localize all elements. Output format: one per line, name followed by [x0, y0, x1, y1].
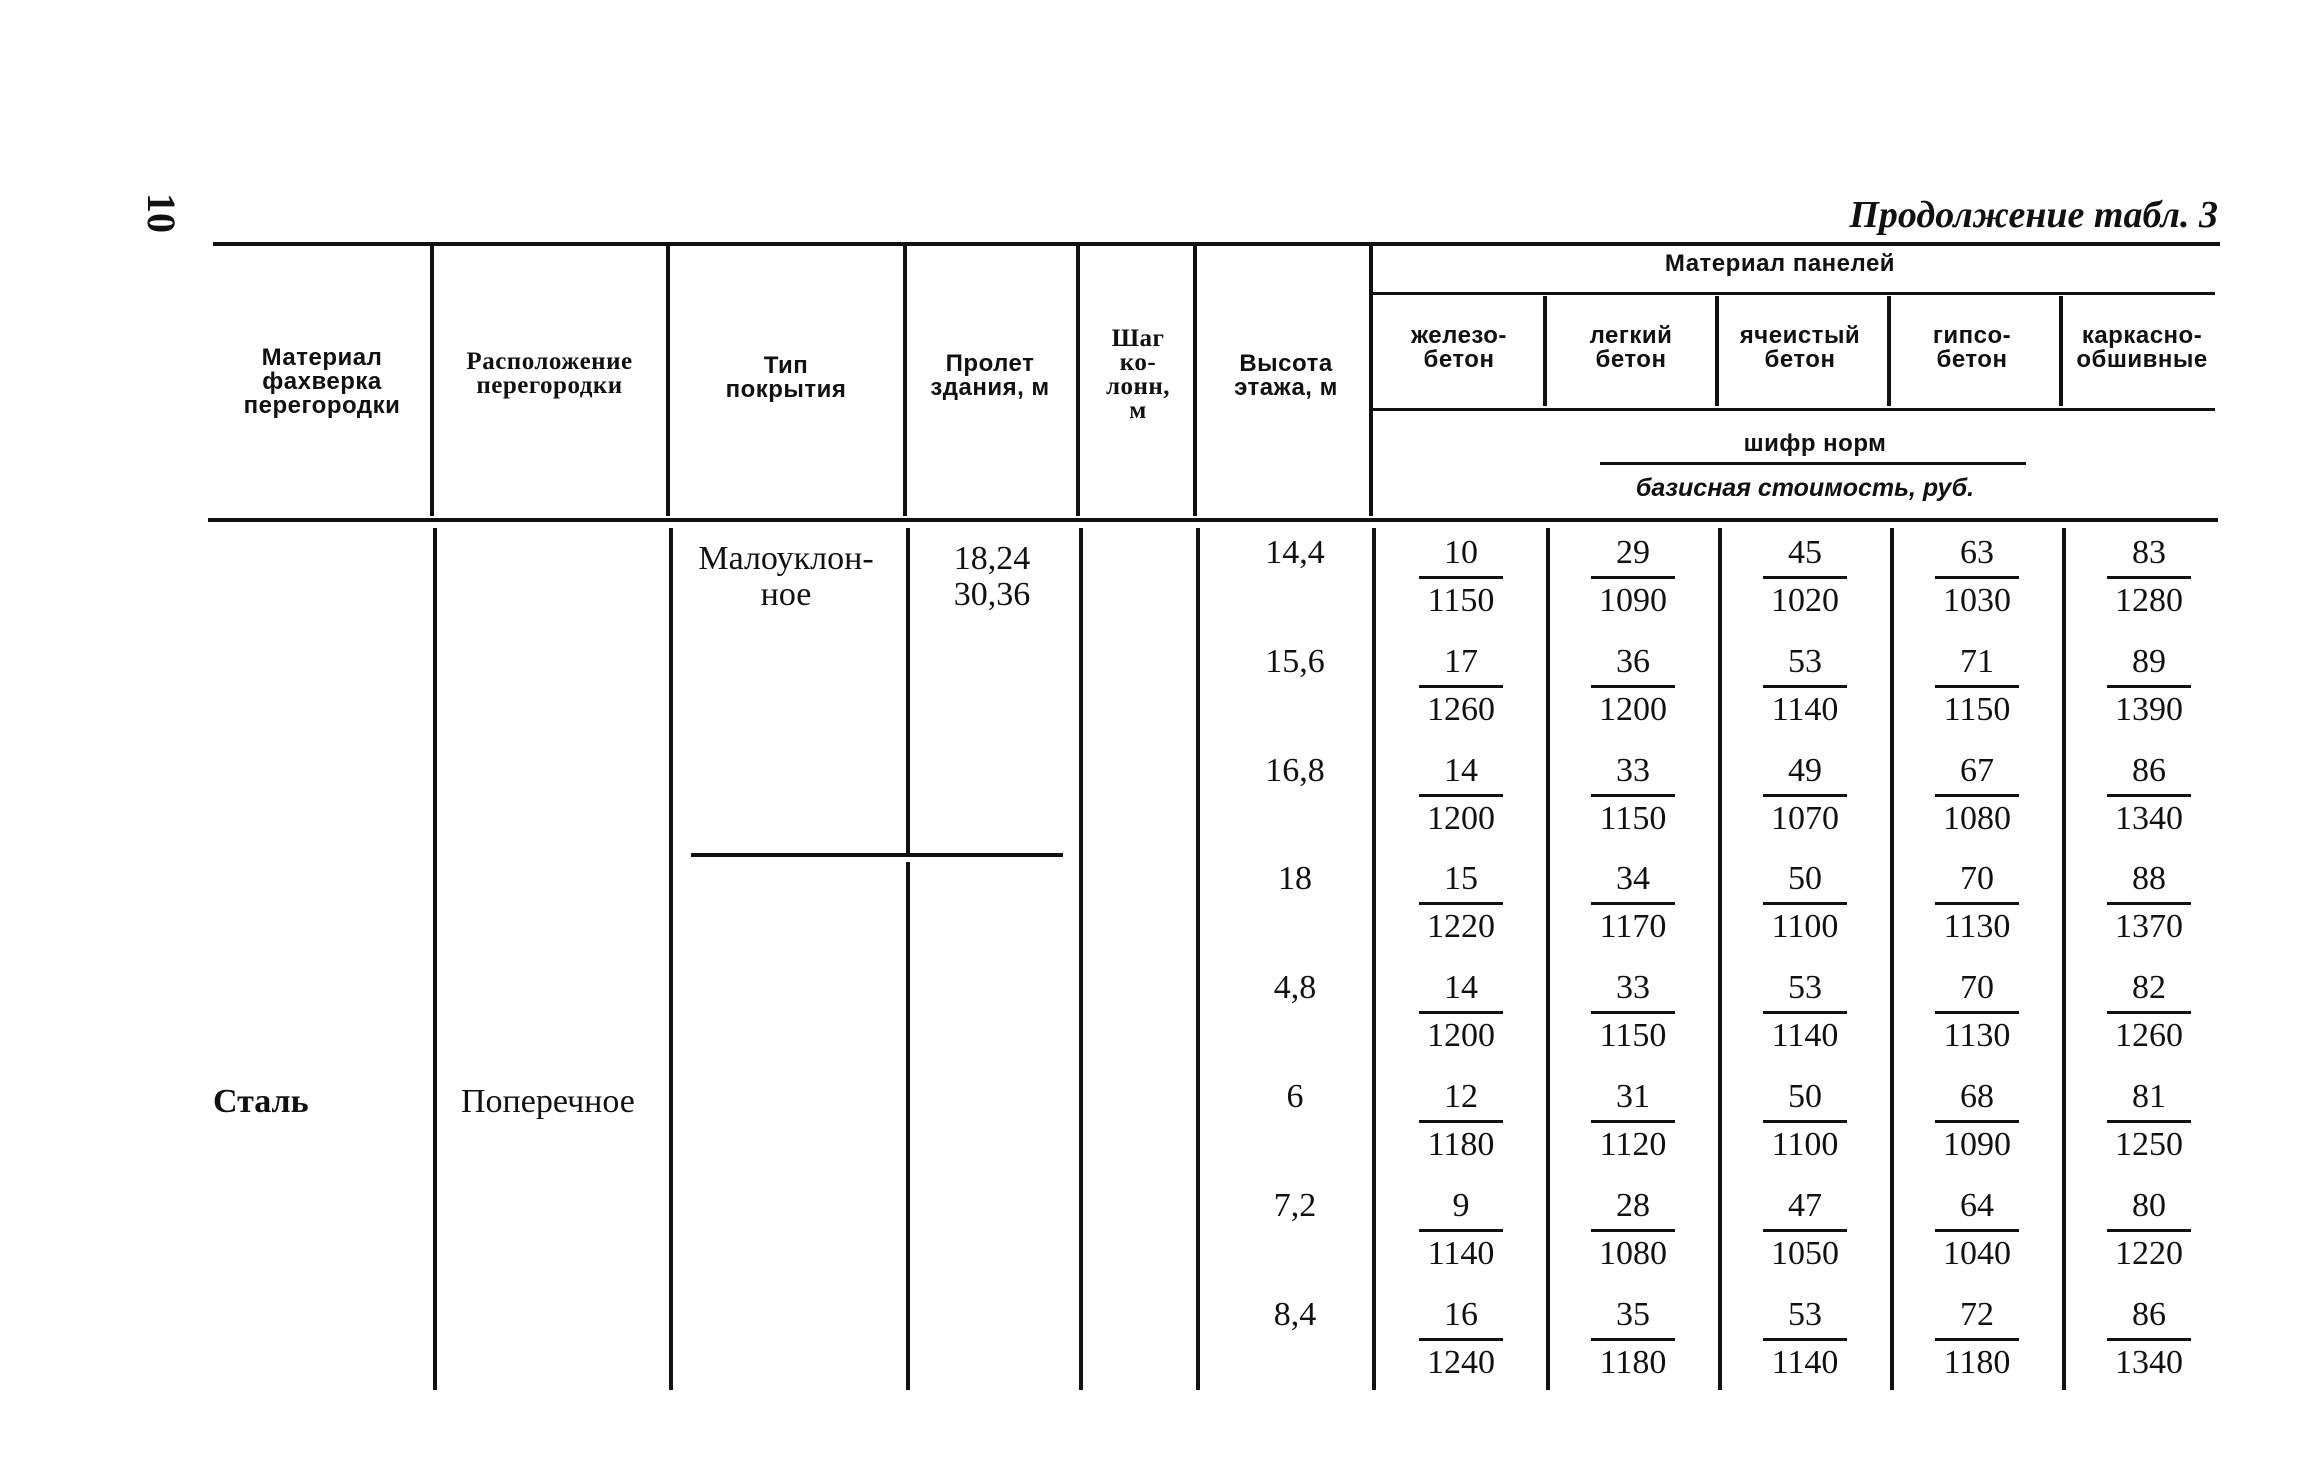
norm-value-cell — [1922, 1297, 2032, 1383]
cipher-value: 33 — [1616, 969, 1650, 1006]
norm-value-cell — [1406, 753, 1516, 839]
roof-group-divider — [691, 853, 1063, 857]
fraction-bar — [1935, 576, 2019, 579]
norm-value-cell — [1406, 535, 1516, 621]
base-cost-value: 1280 — [2115, 582, 2183, 619]
base-cost-value: 1390 — [2115, 691, 2183, 728]
base-cost-value: 1340 — [2115, 1344, 2183, 1381]
body-span-line-1: 18,24 — [953, 540, 1031, 577]
header-base-cost-label: базисная стоимость, руб. — [1635, 474, 1975, 502]
base-cost-value: 1050 — [1771, 1235, 1839, 1272]
base-cost-value: 1090 — [1599, 582, 1667, 619]
body-col-divider-3b — [906, 862, 910, 1390]
cipher-value: 63 — [1960, 534, 1994, 571]
base-cost-value: 1370 — [2115, 908, 2183, 945]
base-cost-value: 1040 — [1943, 1235, 2011, 1272]
norm-value-cell — [1750, 535, 1860, 621]
fraction-bar — [1591, 1120, 1675, 1123]
cipher-value: 14 — [1444, 969, 1478, 1006]
body-col-divider-2 — [669, 528, 673, 1390]
base-cost-value: 1150 — [1599, 1017, 1667, 1054]
fraction-bar — [1763, 1229, 1847, 1232]
fraction-bar — [1763, 794, 1847, 797]
fraction-bar — [1419, 794, 1503, 797]
cipher-value: 14 — [1444, 752, 1478, 789]
norm-value-cell — [2094, 1079, 2204, 1165]
header-floor-height: Высота этажа, м — [1234, 350, 1338, 401]
base-cost-value: 1150 — [1599, 800, 1667, 837]
fraction-bar — [1591, 1011, 1675, 1014]
cipher-value: 34 — [1616, 860, 1650, 897]
fraction-bar — [1763, 685, 1847, 688]
norm-value-cell — [1406, 1079, 1516, 1165]
header-subcol-divider-1 — [1543, 296, 1547, 406]
norm-value-cell — [1406, 970, 1516, 1056]
cipher-value: 53 — [1788, 643, 1822, 680]
body-material-frame: Сталь — [213, 1083, 309, 1120]
base-cost-value: 1030 — [1943, 582, 2011, 619]
cipher-value: 70 — [1960, 969, 1994, 1006]
base-cost-value: 1220 — [2115, 1235, 2183, 1272]
norm-value-cell — [1750, 644, 1860, 730]
cipher-value: 80 — [2132, 1187, 2166, 1224]
norm-value-cell — [2094, 861, 2204, 947]
norm-value-cell — [1578, 1188, 1688, 1274]
header-subcol-frame-sheathed: каркасно- обшивные — [2076, 322, 2208, 373]
base-cost-value: 1180 — [1943, 1344, 2011, 1381]
norm-value-cell — [1750, 753, 1860, 839]
header-col-divider-6 — [1369, 244, 1373, 516]
header-material-frame: Материал фахверка перегородки — [243, 344, 401, 419]
cipher-value: 70 — [1960, 860, 1994, 897]
header-subcol-divider-3 — [1887, 296, 1891, 406]
cipher-value: 88 — [2132, 860, 2166, 897]
body-roof-type: Малоуклон- ное — [698, 540, 874, 613]
cipher-value: 16 — [1444, 1296, 1478, 1333]
fraction-bar — [2107, 794, 2191, 797]
body-col-divider-1 — [433, 528, 437, 1390]
header-col-divider-1 — [430, 244, 434, 516]
fraction-bar — [1419, 1120, 1503, 1123]
header-col-divider-5 — [1193, 244, 1197, 516]
base-cost-value: 1170 — [1599, 908, 1667, 945]
fraction-bar — [1935, 1229, 2019, 1232]
fraction-bar — [1419, 902, 1503, 905]
base-cost-value: 1100 — [1771, 908, 1839, 945]
cipher-value: 47 — [1788, 1187, 1822, 1224]
base-cost-value: 1250 — [2115, 1126, 2183, 1163]
floor-height-cell: 7,2 — [1273, 1187, 1317, 1224]
base-cost-value: 1130 — [1943, 908, 2011, 945]
header-cipher-label: шифр норм — [1743, 430, 1887, 457]
fraction-bar — [1419, 1338, 1503, 1341]
fraction-bar — [1763, 902, 1847, 905]
floor-height-cell: 15,6 — [1265, 643, 1325, 680]
fraction-bar — [1591, 902, 1675, 905]
fraction-bar — [1419, 685, 1503, 688]
norm-value-cell — [1922, 970, 2032, 1056]
header-col-divider-4 — [1076, 244, 1080, 516]
norm-value-cell — [1750, 1188, 1860, 1274]
cipher-value: 15 — [1444, 860, 1478, 897]
cipher-value: 31 — [1616, 1078, 1650, 1115]
header-subcol-reinforced-concrete: железо- бетон — [1411, 322, 1507, 373]
cipher-value: 81 — [2132, 1078, 2166, 1115]
base-cost-value: 1090 — [1943, 1126, 2011, 1163]
body-col-divider-9 — [1890, 528, 1894, 1390]
fraction-bar — [1591, 794, 1675, 797]
floor-height-cell: 4,8 — [1273, 969, 1317, 1006]
header-subcol-divider-2 — [1715, 296, 1719, 406]
body-col-divider-7 — [1546, 528, 1550, 1390]
header-material-underline — [1371, 292, 2215, 295]
fraction-bar — [1591, 1338, 1675, 1341]
fraction-bar — [1591, 685, 1675, 688]
fraction-bar — [2107, 685, 2191, 688]
base-cost-value: 1340 — [2115, 800, 2183, 837]
norm-value-cell — [1578, 753, 1688, 839]
norm-value-cell — [1578, 1297, 1688, 1383]
fraction-bar — [1935, 685, 2019, 688]
fraction-bar — [1419, 1011, 1503, 1014]
base-cost-value: 1100 — [1771, 1126, 1839, 1163]
header-subcol-underline — [1371, 408, 2215, 411]
base-cost-value: 1240 — [1427, 1344, 1495, 1381]
body-col-divider-8 — [1718, 528, 1722, 1390]
norm-value-cell — [1750, 861, 1860, 947]
cipher-value: 10 — [1444, 534, 1478, 571]
top-rule — [213, 242, 2220, 246]
base-cost-value: 1220 — [1427, 908, 1495, 945]
body-col-divider-4 — [1079, 528, 1083, 1390]
header-cipher-underline — [1600, 462, 2026, 465]
norm-value-cell — [1922, 861, 2032, 947]
cipher-value: 72 — [1960, 1296, 1994, 1333]
header-span: Пролет здания, м — [930, 350, 1050, 401]
fraction-bar — [1935, 1011, 2019, 1014]
cipher-value: 50 — [1788, 1078, 1822, 1115]
fraction-bar — [1763, 1011, 1847, 1014]
cipher-value: 49 — [1788, 752, 1822, 789]
fraction-bar — [2107, 1229, 2191, 1232]
base-cost-value: 1130 — [1943, 1017, 2011, 1054]
floor-height-cell: 18 — [1278, 860, 1312, 897]
cipher-value: 82 — [2132, 969, 2166, 1006]
fraction-bar — [1763, 576, 1847, 579]
body-col-divider-5 — [1196, 528, 1200, 1390]
cipher-value: 33 — [1616, 752, 1650, 789]
cipher-value: 50 — [1788, 860, 1822, 897]
floor-height-cell: 14,4 — [1265, 534, 1325, 571]
cipher-value: 53 — [1788, 969, 1822, 1006]
cipher-value: 71 — [1960, 643, 1994, 680]
norm-value-cell — [1578, 861, 1688, 947]
base-cost-value: 1080 — [1599, 1235, 1667, 1272]
norm-value-cell — [1750, 1297, 1860, 1383]
base-cost-value: 1120 — [1599, 1126, 1667, 1163]
cipher-value: 17 — [1444, 643, 1478, 680]
norm-value-cell — [2094, 970, 2204, 1056]
cipher-value: 89 — [2132, 643, 2166, 680]
header-subcol-light-concrete: легкий бетон — [1589, 322, 1673, 373]
fraction-bar — [1935, 794, 2019, 797]
norm-value-cell — [1406, 644, 1516, 730]
norm-value-cell — [1578, 970, 1688, 1056]
norm-value-cell — [1578, 644, 1688, 730]
cipher-value: 45 — [1788, 534, 1822, 571]
norm-value-cell — [1922, 1079, 2032, 1165]
base-cost-value: 1140 — [1771, 691, 1839, 728]
body-col-divider-6 — [1372, 528, 1376, 1390]
norm-value-cell — [1578, 535, 1688, 621]
base-cost-value: 1260 — [1427, 691, 1495, 728]
cipher-value: 28 — [1616, 1187, 1650, 1224]
header-column-step: Шаг ко- лонн, м — [1105, 325, 1171, 424]
body-col-divider-3a — [906, 528, 910, 853]
table-caption: Продолжение табл. 3 — [1849, 194, 2218, 236]
norm-value-cell — [2094, 753, 2204, 839]
base-cost-value: 1150 — [1943, 691, 2011, 728]
fraction-bar — [1763, 1338, 1847, 1341]
norm-value-cell — [1922, 535, 2032, 621]
fraction-bar — [2107, 1011, 2191, 1014]
base-cost-value: 1140 — [1771, 1017, 1839, 1054]
norm-value-cell — [1922, 1188, 2032, 1274]
cipher-value: 64 — [1960, 1187, 1994, 1224]
base-cost-value: 1080 — [1943, 800, 2011, 837]
base-cost-value: 1200 — [1599, 691, 1667, 728]
base-cost-value: 1140 — [1427, 1235, 1495, 1272]
norm-value-cell — [2094, 535, 2204, 621]
base-cost-value: 1140 — [1771, 1344, 1839, 1381]
header-partition-location: Расположение перегородки — [466, 348, 633, 399]
cipher-value: 83 — [2132, 534, 2166, 571]
cipher-value: 29 — [1616, 534, 1650, 571]
base-cost-value: 1200 — [1427, 1017, 1495, 1054]
fraction-bar — [2107, 576, 2191, 579]
base-cost-value: 1020 — [1771, 582, 1839, 619]
fraction-bar — [2107, 902, 2191, 905]
fraction-bar — [1419, 576, 1503, 579]
body-span-line-2: 30,36 — [953, 576, 1031, 613]
norm-value-cell — [2094, 644, 2204, 730]
floor-height-cell: 16,8 — [1265, 752, 1325, 789]
cipher-value: 36 — [1616, 643, 1650, 680]
norm-value-cell — [2094, 1188, 2204, 1274]
header-subcol-gypsum-concrete: гипсо- бетон — [1932, 322, 2012, 373]
base-cost-value: 1180 — [1599, 1344, 1667, 1381]
fraction-bar — [1591, 1229, 1675, 1232]
floor-height-cell: 6 — [1286, 1078, 1304, 1115]
cipher-value: 86 — [2132, 752, 2166, 789]
norm-value-cell — [1406, 861, 1516, 947]
cipher-value: 67 — [1960, 752, 1994, 789]
fraction-bar — [1591, 576, 1675, 579]
base-cost-value: 1070 — [1771, 800, 1839, 837]
fraction-bar — [1419, 1229, 1503, 1232]
header-bottom-rule — [208, 518, 2218, 522]
header-roof-type: Тип покрытия — [725, 352, 847, 403]
header-subcol-cellular-concrete: ячеистый бетон — [1739, 322, 1861, 373]
cipher-value: 53 — [1788, 1296, 1822, 1333]
fraction-bar — [1935, 902, 2019, 905]
norm-value-cell — [1750, 970, 1860, 1056]
fraction-bar — [1935, 1120, 2019, 1123]
page-number: 10 — [139, 193, 184, 233]
header-col-divider-3 — [903, 244, 907, 516]
norm-value-cell — [1406, 1297, 1516, 1383]
norm-value-cell — [1578, 1079, 1688, 1165]
norm-value-cell — [1922, 644, 2032, 730]
norm-value-cell — [1750, 1079, 1860, 1165]
cipher-value: 35 — [1616, 1296, 1650, 1333]
cipher-value: 9 — [1452, 1187, 1470, 1224]
fraction-bar — [2107, 1120, 2191, 1123]
fraction-bar — [1935, 1338, 2019, 1341]
fraction-bar — [2107, 1338, 2191, 1341]
cipher-value: 86 — [2132, 1296, 2166, 1333]
cipher-value: 68 — [1960, 1078, 1994, 1115]
norm-value-cell — [1922, 753, 2032, 839]
base-cost-value: 1260 — [2115, 1017, 2183, 1054]
cipher-value: 12 — [1444, 1078, 1478, 1115]
fraction-bar — [1763, 1120, 1847, 1123]
base-cost-value: 1150 — [1427, 582, 1495, 619]
header-col-divider-2 — [666, 244, 670, 516]
body-col-divider-10 — [2062, 528, 2066, 1390]
norm-value-cell — [1406, 1188, 1516, 1274]
norm-value-cell — [2094, 1297, 2204, 1383]
base-cost-value: 1200 — [1427, 800, 1495, 837]
floor-height-cell: 8,4 — [1273, 1296, 1317, 1333]
body-partition-location: Поперечное — [461, 1083, 635, 1120]
base-cost-value: 1180 — [1427, 1126, 1495, 1163]
header-panel-material: Материал панелей — [1664, 250, 1896, 277]
